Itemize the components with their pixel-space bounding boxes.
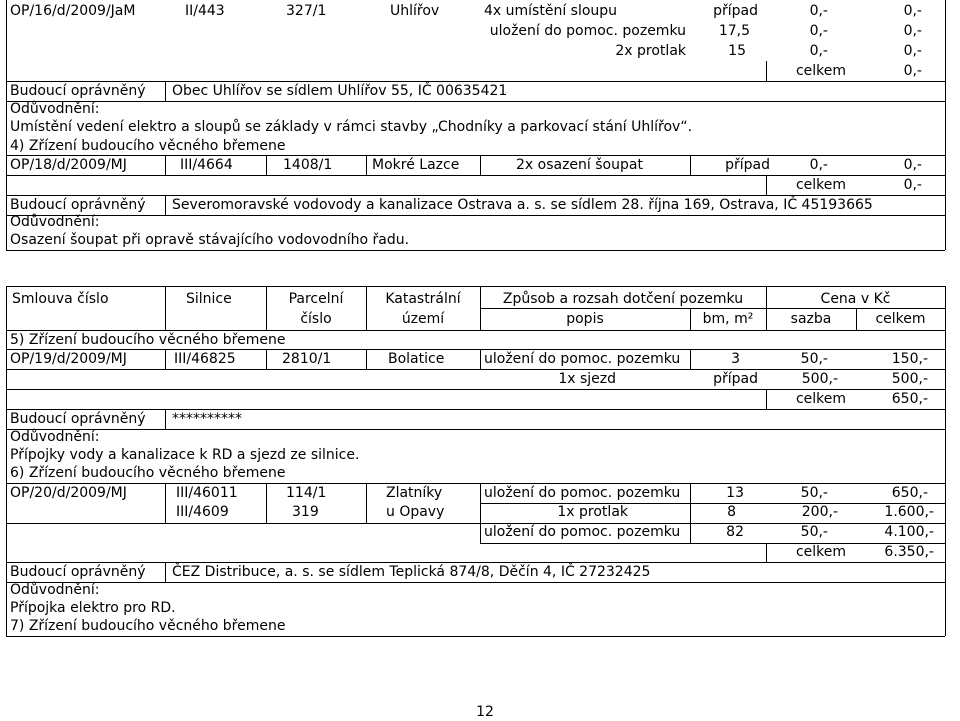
row-divider — [6, 409, 945, 410]
contract-number: OP/19/d/2009/MJ — [10, 351, 127, 367]
cell-divider — [766, 543, 767, 563]
parcel-number: 2810/1 — [282, 351, 332, 367]
table-border-left — [6, 286, 7, 636]
cadastral-area: u Opavy — [386, 504, 445, 520]
usage-desc: uložení do pomoc. pozemku — [484, 485, 681, 501]
header-celkem: celkem — [875, 311, 926, 327]
celkem-label: celkem — [795, 63, 846, 79]
header-contract: Smlouva číslo — [12, 291, 109, 307]
page-number: 12 — [476, 704, 494, 720]
section-heading: 5) Zřízení budoucího věcného břemene — [10, 332, 286, 348]
usage-desc: uložení do pomoc. pozemku — [484, 524, 681, 540]
beneficiary-label: Budoucí oprávněný — [10, 564, 146, 580]
contract-number: OP/18/d/2009/MJ — [10, 157, 127, 173]
parcel-number: 319 — [292, 504, 319, 520]
reason-label: Odůvodnění: — [10, 101, 100, 117]
usage-total: 0,- — [903, 23, 922, 39]
usage-unit: 3 — [731, 351, 740, 367]
header-bm: bm, m² — [702, 311, 754, 327]
road-number: III/46011 — [176, 485, 238, 501]
beneficiary-label: Budoucí oprávněný — [10, 411, 146, 427]
usage-rate: 50,- — [800, 485, 828, 501]
header-area: území — [401, 311, 445, 327]
cell-divider — [165, 483, 166, 523]
usage-desc: 1x sjezd — [558, 371, 616, 387]
cell-divider — [480, 483, 481, 543]
contract-number: OP/16/d/2009/JaM — [10, 3, 136, 19]
section-heading: 6) Zřízení budoucího věcného břemene — [10, 465, 286, 481]
usage-desc: 2x osazení šoupat — [516, 157, 643, 173]
cell-divider — [266, 155, 267, 175]
cadastral-area: Mokré Lazce — [372, 157, 460, 173]
usage-unit: případ — [713, 371, 758, 387]
cadastral-area: Zlatníky — [386, 485, 443, 501]
cadastral-area: Bolatice — [388, 351, 445, 367]
table-border-top — [6, 286, 945, 287]
road-number: III/4609 — [176, 504, 229, 520]
parcel-number: 114/1 — [286, 485, 327, 501]
usage-total: 500,- — [891, 371, 928, 387]
usage-rate: 0,- — [809, 157, 828, 173]
cell-divider — [366, 349, 367, 369]
header-price: Cena v Kč — [820, 291, 891, 307]
usage-desc: uložení do pomoc. pozemku — [489, 23, 686, 39]
header-method: Způsob a rozsah dotčení pozemku — [502, 291, 744, 307]
cell-divider — [165, 349, 166, 369]
cell-divider — [266, 349, 267, 369]
cell-divider — [165, 562, 166, 582]
header-popis: popis — [566, 311, 604, 327]
usage-unit: 13 — [726, 485, 744, 501]
cell-divider — [165, 286, 166, 330]
reason-label: Odůvodnění: — [10, 214, 100, 230]
cell-divider — [266, 483, 267, 523]
reason-text: Přípojka elektro pro RD. — [10, 600, 176, 616]
usage-rate: 0,- — [809, 43, 828, 59]
parcel-number: 327/1 — [286, 3, 327, 19]
road-number: II/443 — [185, 3, 225, 19]
usage-desc: 2x protlak — [615, 43, 686, 59]
usage-rate: 500,- — [801, 371, 838, 387]
celkem-value: 650,- — [891, 391, 928, 407]
table-border-right — [945, 286, 946, 636]
celkem-value: 6.350,- — [884, 544, 934, 560]
cell-divider — [766, 175, 767, 195]
usage-rate: 200,- — [801, 504, 838, 520]
cell-divider — [366, 155, 367, 175]
usage-rate: 0,- — [809, 23, 828, 39]
table-border-bottom — [6, 250, 945, 251]
cell-divider — [766, 389, 767, 409]
reason-label: Odůvodnění: — [10, 429, 100, 445]
usage-unit: 17,5 — [718, 23, 750, 39]
beneficiary-label: Budoucí oprávněný — [10, 197, 146, 213]
usage-total: 1.600,- — [884, 504, 934, 520]
table-border-left — [6, 0, 7, 250]
cell-divider — [480, 155, 481, 175]
cell-divider — [165, 81, 166, 101]
usage-total: 150,- — [891, 351, 928, 367]
table-border-bottom — [6, 636, 945, 637]
usage-total: 0,- — [903, 43, 922, 59]
usage-unit: případ — [725, 157, 770, 173]
cell-divider — [366, 483, 367, 523]
road-number: III/46825 — [174, 351, 236, 367]
row-divider — [6, 101, 945, 102]
usage-unit: 82 — [726, 524, 744, 540]
celkem-label: celkem — [795, 544, 846, 560]
cell-divider — [165, 155, 166, 175]
row-divider — [6, 429, 945, 430]
usage-rate: 50,- — [800, 351, 828, 367]
usage-desc: uložení do pomoc. pozemku — [484, 351, 681, 367]
beneficiary-value: ČEZ Distribuce, a. s. se sídlem Teplická 874/8, Děčín 4, IČ 27232425 — [172, 564, 651, 580]
usage-unit: 8 — [727, 504, 736, 520]
usage-unit: případ — [713, 3, 758, 19]
cell-divider — [165, 409, 166, 429]
row-divider — [6, 215, 945, 216]
usage-rate: 0,- — [809, 3, 828, 19]
celkem-value: 0,- — [903, 177, 922, 193]
header-road: Silnice — [186, 291, 232, 307]
celkem-label: celkem — [795, 391, 846, 407]
contract-number: OP/20/d/2009/MJ — [10, 485, 127, 501]
section-heading: 7) Zřízení budoucího věcného břemene — [10, 618, 286, 634]
cell-divider — [480, 349, 481, 369]
cell-divider — [766, 61, 767, 81]
beneficiary-label: Budoucí oprávněný — [10, 83, 146, 99]
beneficiary-value: Severomoravské vodovody a kanalizace Ostrava a. s. se sídlem 28. října 169, Ostrava, IČ 45193665 — [172, 197, 873, 213]
row-divider — [480, 308, 945, 309]
usage-total: 4.100,- — [884, 524, 934, 540]
road-number: III/4664 — [180, 157, 233, 173]
cell-divider — [165, 195, 166, 215]
usage-desc: 4x umístění sloupu — [484, 3, 618, 19]
header-sazba: sazba — [790, 311, 832, 327]
header-area: Katastrální — [385, 291, 461, 307]
reason-label: Odůvodnění: — [10, 582, 100, 598]
celkem-label: celkem — [795, 177, 846, 193]
table-border-right — [945, 0, 946, 250]
row-divider — [6, 582, 945, 583]
header-parcel: Parcelní — [288, 291, 344, 307]
reason-text: Umístění vedení elektro a sloupů se základy v rámci stavby „Chodníky a parkovací stání Uhlířov“. — [10, 119, 693, 135]
beneficiary-value: Obec Uhlířov se sídlem Uhlířov 55, IČ 00635421 — [172, 83, 508, 99]
beneficiary-value: ********** — [172, 411, 242, 427]
section-heading: 4) Zřízení budoucího věcného břemene — [10, 138, 286, 154]
header-parcel: číslo — [300, 311, 332, 327]
usage-desc: 1x protlak — [557, 504, 628, 520]
celkem-value: 0,- — [903, 63, 922, 79]
reason-text: Osazení šoupat při opravě stávajícího vodovodního řadu. — [10, 232, 410, 248]
usage-total: 650,- — [891, 485, 928, 501]
usage-total: 0,- — [903, 157, 922, 173]
reason-text: Přípojky vody a kanalizace k RD a sjezd ze silnice. — [10, 447, 360, 463]
usage-total: 0,- — [903, 3, 922, 19]
parcel-number: 1408/1 — [283, 157, 333, 173]
usage-unit: 15 — [728, 43, 746, 59]
cadastral-area: Uhlířov — [390, 3, 440, 19]
usage-rate: 50,- — [800, 524, 828, 540]
